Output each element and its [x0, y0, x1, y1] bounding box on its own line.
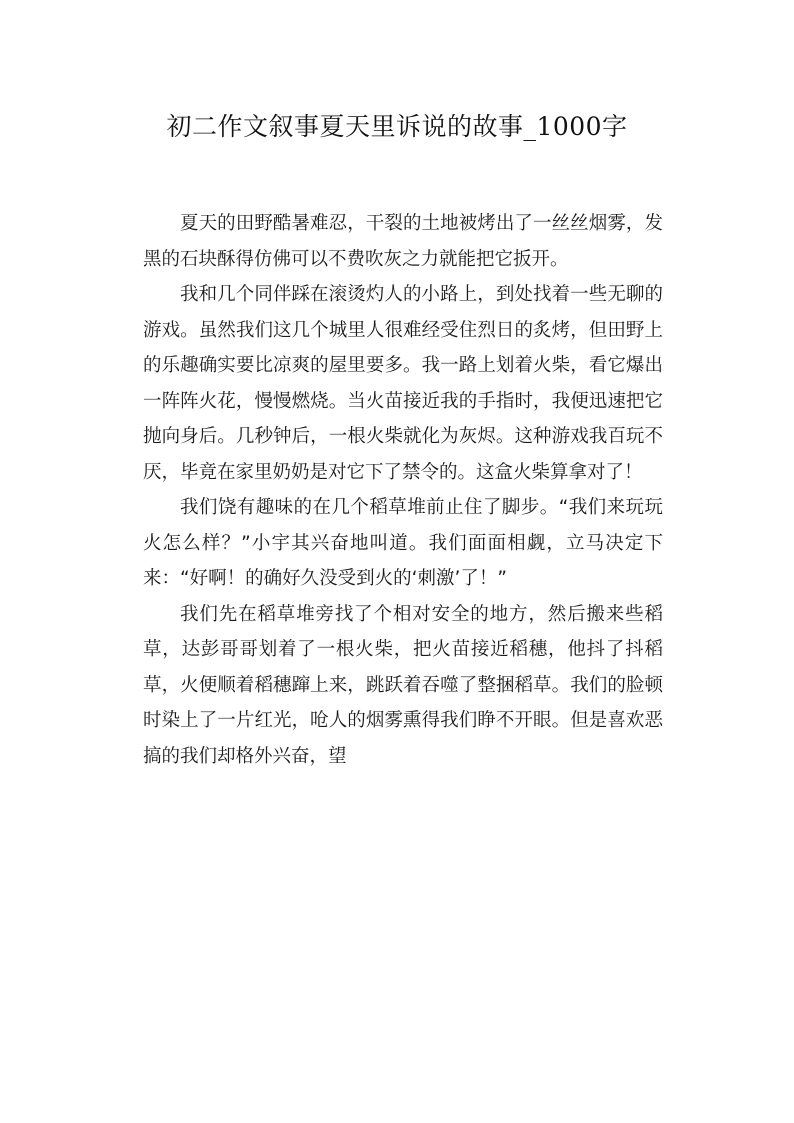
- paragraph-4: 我们先在稻草堆旁找了个相对安全的地方，然后搬来些稻草，达彭哥哥划着了一根火柴，把火苗接近稻穗，他抖了抖稻草，火便顺着稻穗蹿上来，跳跃着吞噬了整捆稻草。我们的脸顿时染上了一片红光，呛人的烟雾熏得我们睁不开眼。但是喜欢恶搞的我们却格外兴奋，望: [143, 603, 663, 767]
- paragraph-3: 我们饶有趣味的在几个稻草堆前止住了脚步。“我们来玩玩火怎么样？”小宇其兴奋地叫道。我们面面相觑，立马决定下来：“好啊！的确好久没受到火的‘刺激’了！”: [143, 497, 663, 589]
- paragraph-1: 夏天的田野酷暑难忍，干裂的土地被烤出了一丝丝烟雾，发黑的石块酥得仿佛可以不费吹灰之力就能把它扳开。: [143, 213, 663, 270]
- paragraph-2: 我和几个同伴踩在滚烫灼人的小路上，到处找着一些无聊的游戏。虽然我们这几个城里人很难经受住烈日的炙烤，但田野上的乐趣确实要比凉爽的屋里要多。我一路上划着火柴，看它爆出一阵阵火花，慢慢燃烧。当火苗接近我的手指时，我便迅速把它抛向身后。几秒钟后，一根火柴就化为灰烬。这种游戏我百玩不厌，毕竟在家里奶奶是对它下了禁令的。这盒火柴算拿对了！: [143, 284, 663, 483]
- document-title: 初二作文叙事夏天里诉说的故事_1000字: [166, 112, 628, 141]
- document-body: [143, 206, 663, 774]
